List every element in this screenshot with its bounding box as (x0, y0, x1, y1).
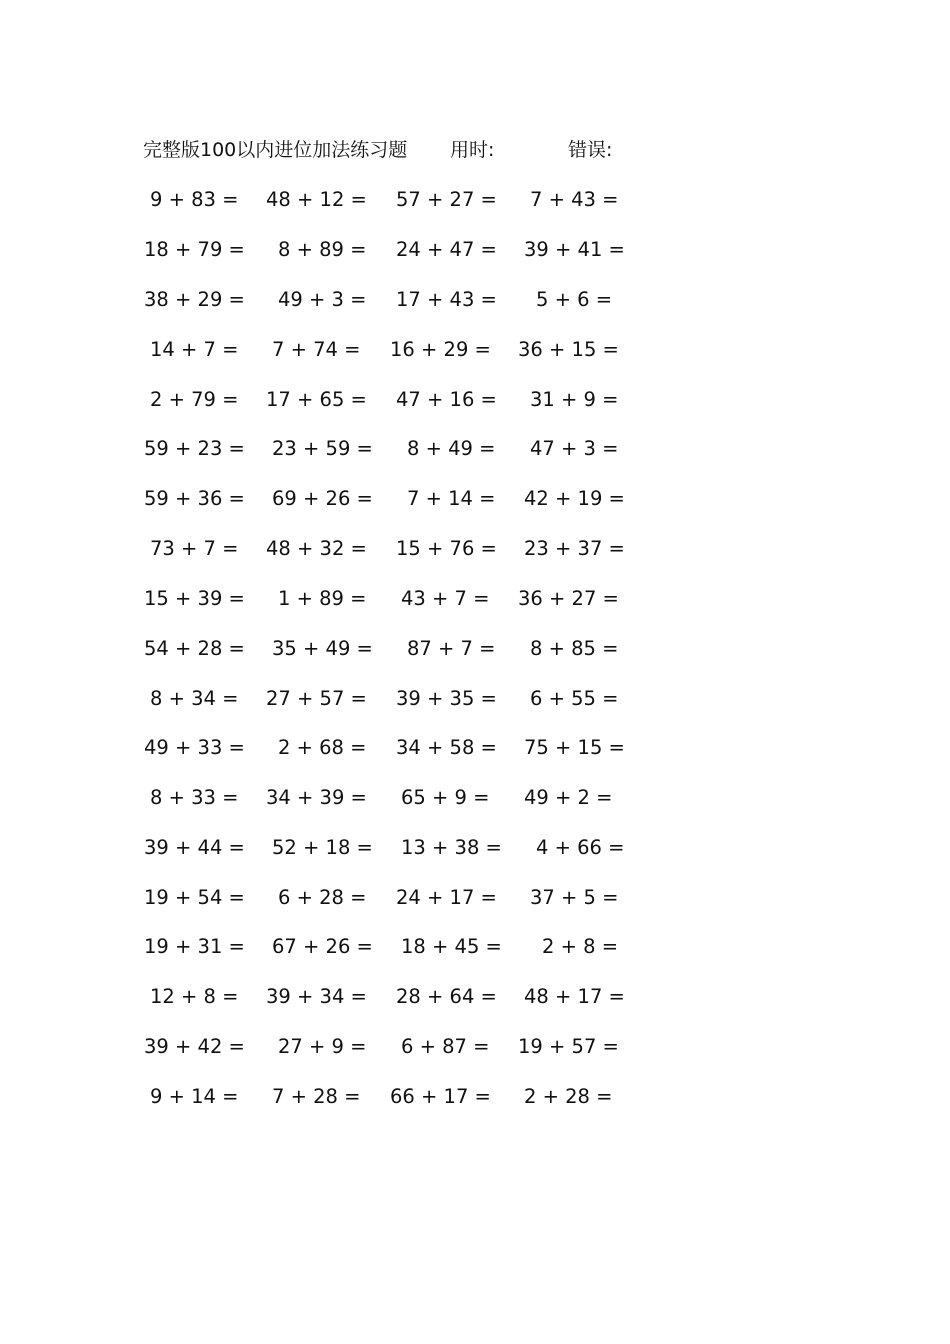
problem-r1-c1: 9 + 83 = (150, 188, 239, 211)
problem-r2-c3: 24 + 47 = (396, 238, 497, 261)
problem-r17-c4: 48 + 17 = (524, 985, 625, 1008)
problem-r12-c4: 75 + 15 = (524, 736, 625, 759)
problem-r19-c3: 66 + 17 = (390, 1085, 491, 1108)
problem-r7-c1: 59 + 36 = (144, 487, 245, 510)
problem-r14-c1: 39 + 44 = (144, 836, 245, 859)
problem-r9-c3: 43 + 7 = (401, 587, 490, 610)
problem-r19-c2: 7 + 28 = (272, 1085, 361, 1108)
problem-r4-c2: 7 + 74 = (272, 338, 361, 361)
problem-r16-c1: 19 + 31 = (144, 935, 245, 958)
problem-r9-c2: 1 + 89 = (278, 587, 367, 610)
problem-r8-c2: 48 + 32 = (266, 537, 367, 560)
problem-r19-c1: 9 + 14 = (150, 1085, 239, 1108)
problem-r11-c4: 6 + 55 = (530, 687, 619, 710)
problem-r12-c2: 2 + 68 = (278, 736, 367, 759)
problem-r19-c4: 2 + 28 = (524, 1085, 613, 1108)
problem-r10-c1: 54 + 28 = (144, 637, 245, 660)
problem-r17-c2: 39 + 34 = (266, 985, 367, 1008)
time-used-label: 用时: (450, 139, 495, 161)
error-count-label: 错误: (568, 139, 613, 161)
problem-r8-c1: 73 + 7 = (150, 537, 239, 560)
problem-r18-c2: 27 + 9 = (278, 1035, 367, 1058)
problem-r9-c4: 36 + 27 = (518, 587, 619, 610)
problem-r4-c1: 14 + 7 = (150, 338, 239, 361)
problem-r9-c1: 15 + 39 = (144, 587, 245, 610)
problem-r5-c1: 2 + 79 = (150, 388, 239, 411)
problem-r7-c4: 42 + 19 = (524, 487, 625, 510)
problem-r6-c2: 23 + 59 = (272, 437, 373, 460)
problem-r5-c3: 47 + 16 = (396, 388, 497, 411)
worksheet-title: 完整版100以内进位加法练习题 (143, 139, 408, 161)
problem-r2-c2: 8 + 89 = (278, 238, 367, 261)
problem-r4-c3: 16 + 29 = (390, 338, 491, 361)
problem-r13-c1: 8 + 33 = (150, 786, 239, 809)
problem-r14-c2: 52 + 18 = (272, 836, 373, 859)
problem-r11-c1: 8 + 34 = (150, 687, 239, 710)
problem-r7-c3: 7 + 14 = (407, 487, 496, 510)
problem-r6-c1: 59 + 23 = (144, 437, 245, 460)
problem-r15-c4: 37 + 5 = (530, 886, 619, 909)
problem-r10-c2: 35 + 49 = (272, 637, 373, 660)
problem-r1-c2: 48 + 12 = (266, 188, 367, 211)
problem-r5-c4: 31 + 9 = (530, 388, 619, 411)
problem-r2-c4: 39 + 41 = (524, 238, 625, 261)
problem-r12-c1: 49 + 33 = (144, 736, 245, 759)
problem-r12-c3: 34 + 58 = (396, 736, 497, 759)
problem-r16-c3: 18 + 45 = (401, 935, 502, 958)
problem-r14-c4: 4 + 66 = (536, 836, 625, 859)
problem-r17-c3: 28 + 64 = (396, 985, 497, 1008)
problem-r15-c2: 6 + 28 = (278, 886, 367, 909)
worksheet-header (0, 137, 950, 163)
problem-r13-c4: 49 + 2 = (524, 786, 613, 809)
problem-r15-c3: 24 + 17 = (396, 886, 497, 909)
problem-r3-c3: 17 + 43 = (396, 288, 497, 311)
problem-r5-c2: 17 + 65 = (266, 388, 367, 411)
problem-r16-c2: 67 + 26 = (272, 935, 373, 958)
problem-r3-c4: 5 + 6 = (536, 288, 613, 311)
problem-r14-c3: 13 + 38 = (401, 836, 502, 859)
problem-r6-c4: 47 + 3 = (530, 437, 619, 460)
problem-r10-c3: 87 + 7 = (407, 637, 496, 660)
problem-r3-c2: 49 + 3 = (278, 288, 367, 311)
problem-r8-c3: 15 + 76 = (396, 537, 497, 560)
problem-r18-c4: 19 + 57 = (518, 1035, 619, 1058)
problem-r11-c3: 39 + 35 = (396, 687, 497, 710)
problem-r18-c3: 6 + 87 = (401, 1035, 490, 1058)
problem-r10-c4: 8 + 85 = (530, 637, 619, 660)
problem-r8-c4: 23 + 37 = (524, 537, 625, 560)
problem-r15-c1: 19 + 54 = (144, 886, 245, 909)
problem-r13-c3: 65 + 9 = (401, 786, 490, 809)
problem-r1-c3: 57 + 27 = (396, 188, 497, 211)
problem-r2-c1: 18 + 79 = (144, 238, 245, 261)
problem-r6-c3: 8 + 49 = (407, 437, 496, 460)
problem-r1-c4: 7 + 43 = (530, 188, 619, 211)
problem-r17-c1: 12 + 8 = (150, 985, 239, 1008)
problem-r13-c2: 34 + 39 = (266, 786, 367, 809)
problem-r16-c4: 2 + 8 = (542, 935, 619, 958)
problem-r11-c2: 27 + 57 = (266, 687, 367, 710)
problem-r7-c2: 69 + 26 = (272, 487, 373, 510)
problem-r18-c1: 39 + 42 = (144, 1035, 245, 1058)
problem-r3-c1: 38 + 29 = (144, 288, 245, 311)
problem-r4-c4: 36 + 15 = (518, 338, 619, 361)
